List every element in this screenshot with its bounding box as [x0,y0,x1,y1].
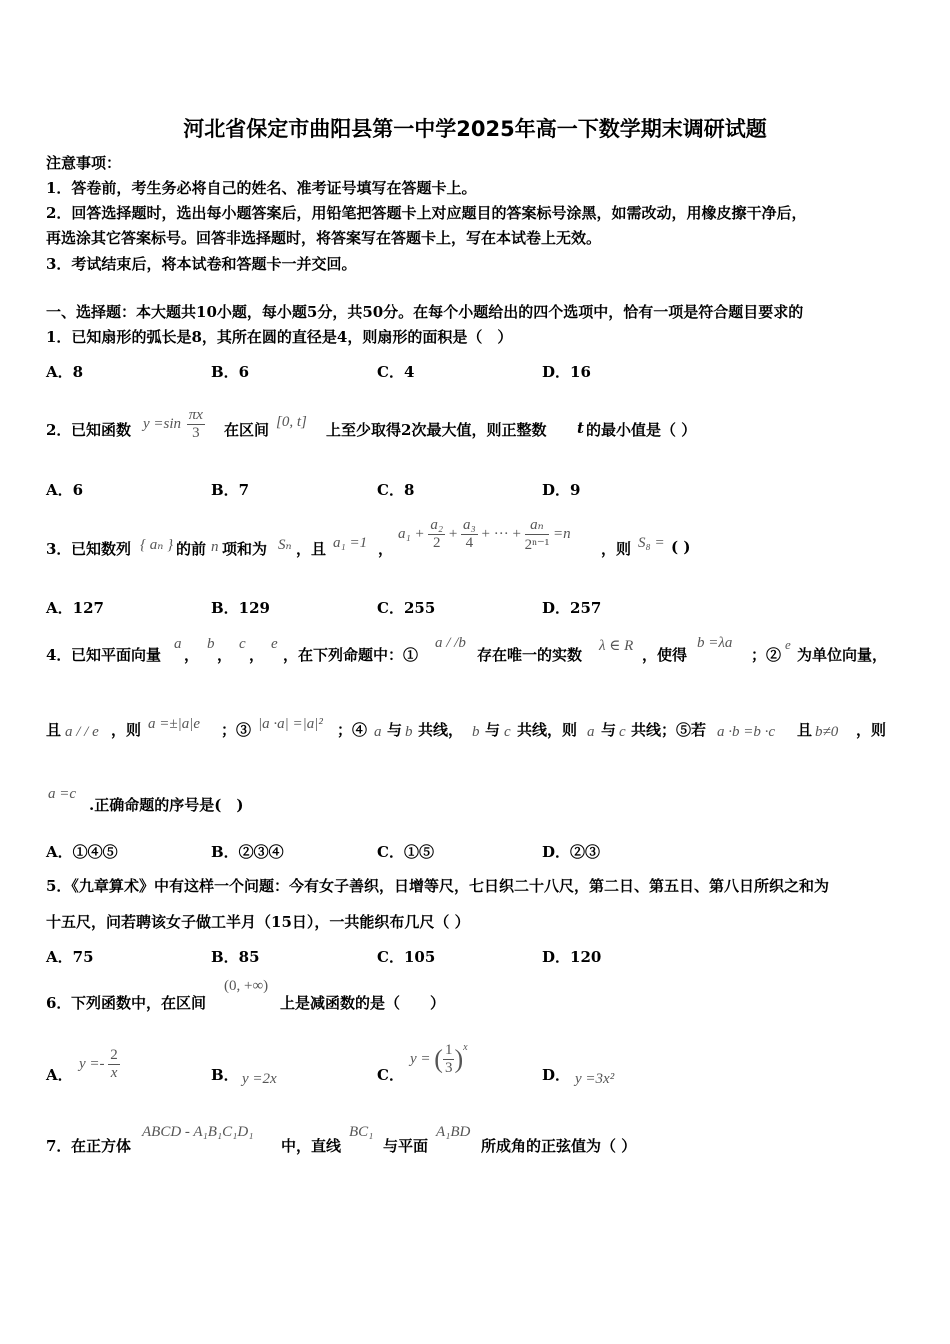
q4-number: 4． [46,646,72,664]
q6-option-d: D． [542,1066,571,1084]
q6-option-a: A． [46,1066,73,1084]
q4-text-4: ，使得 [642,646,688,664]
q3-text-3: 项和为 [222,540,268,558]
q3-option-b: B．129 [211,599,270,617]
q3-option-a: A．127 [46,599,104,617]
q4-l2-c2: c [619,724,626,740]
q3-a1: a₁ =1 [333,535,368,551]
q2-interval: [0, t] [276,414,307,430]
q4-vec-b: b [207,636,215,652]
q7-plane: A₁BD [436,1124,471,1140]
q7-text-2: 中，直线 [281,1137,342,1155]
q4-l2-b: b [405,724,413,740]
notice-heading: 注意事项： [46,154,122,172]
q4-vec-c: c [239,636,246,652]
q3-eq-a1: a₁ + [398,525,425,542]
q5-option-b: B．85 [211,948,260,966]
notice-item-2: 2．回答选择题时，选出每小题答案后，用铅笔把答题卡上对应题目的答案标号涂黑，如需改动，用橡皮擦干净后， [46,204,807,222]
q3-text-5: ， [378,540,394,558]
q4-vec-a: a [174,636,182,652]
q2-number: 2． [46,421,72,439]
q3-frac1-num: a₂ [430,517,444,533]
q2-func-lhs: y =sin [143,415,182,432]
q2-text-3: 上至少取得2次最大值，则正整数 [326,421,547,439]
q6-c-num: 1 [444,1042,453,1058]
q5-option-d: D．120 [542,948,602,966]
q1-option-c: C．4 [377,363,415,381]
notice-item-1: 1．答卷前，考生务必将自己的姓名、准考证号填写在答题卡上。 [46,179,477,197]
q4-text-2: ，在下列命题中：① [283,646,419,664]
q4-comma-2: ， [217,646,233,664]
q4-b-nonzero: b≠0 [815,724,839,740]
q4-lambda: λ ∈ R [599,638,634,654]
q2-option-a: A．6 [46,481,84,499]
q4-a-formula: a =±|a|e [148,716,201,732]
q3-plus: + [448,525,458,542]
q3-sequence: { aₙ } [140,537,174,553]
q6-text-2: 上是减函数的是（ ） [280,994,446,1012]
q3-text-1: 已知数列 [71,540,132,558]
q5-line-2: 十五尺，问若聘该女子做工半月（15日），一共能织布几尺（ ） [46,913,470,931]
q3-number: 3． [46,540,72,558]
q2-text-4: 的最小值是（ ） [586,421,697,439]
q1-option-b: B．6 [211,363,250,381]
q5-option-a: A．75 [46,948,94,966]
q6-c-exp: x [463,1042,468,1053]
q3-frac3-den: 2ⁿ⁻¹ [524,537,550,553]
q4-abs-formula: |a ·a| =|a|² [258,716,323,732]
q4-option-a: A．①④⑤ [46,843,118,861]
q4-option-d: D．②③ [542,843,601,861]
q6-text-1: 下列函数中，在区间 [71,994,207,1012]
q6-option-d-formula: y =3x² [575,1071,615,1087]
q7-cube: ABCD - A₁B₁C₁D₁ [142,1124,254,1140]
q6-number: 6． [46,994,72,1012]
q4-option-c: C．①⑤ [377,843,434,861]
q1-option-a: A．8 [46,363,84,381]
q4-l2-b2: b [472,724,480,740]
q4-l2-a2: a [587,724,595,740]
q4-l2-text-6: 共线， [418,721,464,739]
q3-eq-rhs: =n [553,525,571,542]
q4-text-6: 为单位向量， [797,646,888,664]
q4-text-3: 存在唯一的实数 [477,646,583,664]
section-heading: 一、选择题：本大题共10小题，每小题5分，共50分。在每个小题给出的四个选项中，恰有一项是符合题目要求的 [46,303,804,321]
q4-b-lambda-a: b =λa [697,635,733,651]
q4-text-5: ；② [751,646,782,664]
q6-option-b: B． [211,1066,239,1084]
q4-comma-1: ， [184,646,200,664]
q4-l2-text-5: 与 [387,721,403,739]
q3-text-2: 的前 [176,540,207,558]
q4-l2-text-9: 与 [601,721,617,739]
q3-frac3-num: aₙ [525,515,550,535]
q2-function [143,407,205,442]
q3-text-6: ，则 [601,540,632,558]
q4-l2-text-4: ；④ [337,721,368,739]
q6-option-c-formula [410,1042,468,1077]
q4-vec-e: e [271,636,278,652]
q4-ae-parallel: a / / e [65,724,99,740]
q6-a-den: x [110,1065,118,1081]
q6-a-lhs: y =- [79,1055,105,1072]
q3-equation [398,515,571,554]
q6-c-lparen: ( [434,1044,443,1074]
q4-l2-text-10: 共线；⑤若 [631,721,707,739]
question-1: 1．已知扇形的弧长是8，其所在圆的直径是4，则扇形的面积是（ ） [46,328,513,346]
q4-dot-product: a ·b =b ·c [717,724,776,740]
q3-option-d: D．257 [542,599,602,617]
q1-option-d: D．16 [542,363,591,381]
q4-l2-text-3: ；③ [221,721,252,739]
page-title: 河北省保定市曲阳县第一中学2025年高一下数学期末调研试题 [183,117,767,141]
q2-option-b: B．7 [211,481,250,499]
q6-option-c: C． [377,1066,404,1084]
q6-option-a-formula [79,1047,120,1082]
q2-var-t: t [577,419,584,437]
q4-ab-parallel: a / /b [435,635,466,651]
q2-text-2: 在区间 [224,421,270,439]
q6-option-b-formula: y =2x [242,1071,277,1087]
notice-item-2-cont: 再选涂其它答案标号。回答非选择题时，将答案写在答题卡上，写在本试卷上无效。 [46,229,602,247]
q4-l3-text: .正确命题的序号是( ) [89,796,244,814]
q2-option-d: D．9 [542,481,581,499]
q3-frac1-den: 2 [432,535,441,551]
q4-l2-text-12: ，则 [856,721,887,739]
q6-a-num: 2 [110,1047,118,1063]
q2-text-1: 已知函数 [71,421,132,439]
q5-line-1: 5．《九章算术》中有这样一个问题：今有女子善织，日增等尺，七日织二十八尺，第二日、第五日、第八日所织之和为 [46,877,829,895]
q5-option-c: C．105 [377,948,436,966]
q3-option-c: C．255 [377,599,436,617]
q2-frac-den: 3 [192,425,200,441]
q3-s8: S₈ = [638,535,665,551]
q4-option-b: B．②③④ [211,843,284,861]
q2-frac-num: πx [188,407,203,423]
q4-l2-text-1: 且 [46,721,62,739]
q3-var-n: n [211,539,219,555]
q2-option-c: C．8 [377,481,415,499]
q3-text-4: ，且 [296,540,327,558]
q6-c-lhs: y = [410,1050,431,1067]
q4-l2-text-8: 共线，则 [517,721,578,739]
q4-l2-c: c [504,724,511,740]
q3-frac2-den: 4 [465,535,474,551]
q3-frac2-num: a₃ [463,517,476,533]
notice-item-3: 3．考试结束后，将本试卷和答题卡一并交回。 [46,255,357,273]
q4-text-1: 已知平面向量 [71,646,162,664]
q4-l2-a: a [374,724,382,740]
q4-l2-text-11: 且 [797,721,813,739]
q7-text-3: 与平面 [383,1137,429,1155]
q4-a-equals-c: a =c [48,786,77,802]
q4-vec-e-2: e [785,637,791,652]
q7-text-4: 所成角的正弦值为（ ） [481,1137,637,1155]
q7-line: BC₁ [349,1124,374,1140]
q6-c-den: 3 [444,1060,453,1076]
q3-sn: Sₙ [278,537,292,553]
q6-interval: (0, +∞) [224,978,269,994]
q4-l2-text-2: ，则 [111,721,142,739]
q3-text-7: ( ) [671,538,691,556]
q7-number: 7． [46,1137,72,1155]
q3-dots: + ··· + [481,525,521,542]
q7-text-1: 在正方体 [71,1137,132,1155]
q4-l2-text-7: 与 [485,721,501,739]
q6-c-rparen: ) [454,1044,464,1074]
q4-comma-3: ， [249,646,265,664]
